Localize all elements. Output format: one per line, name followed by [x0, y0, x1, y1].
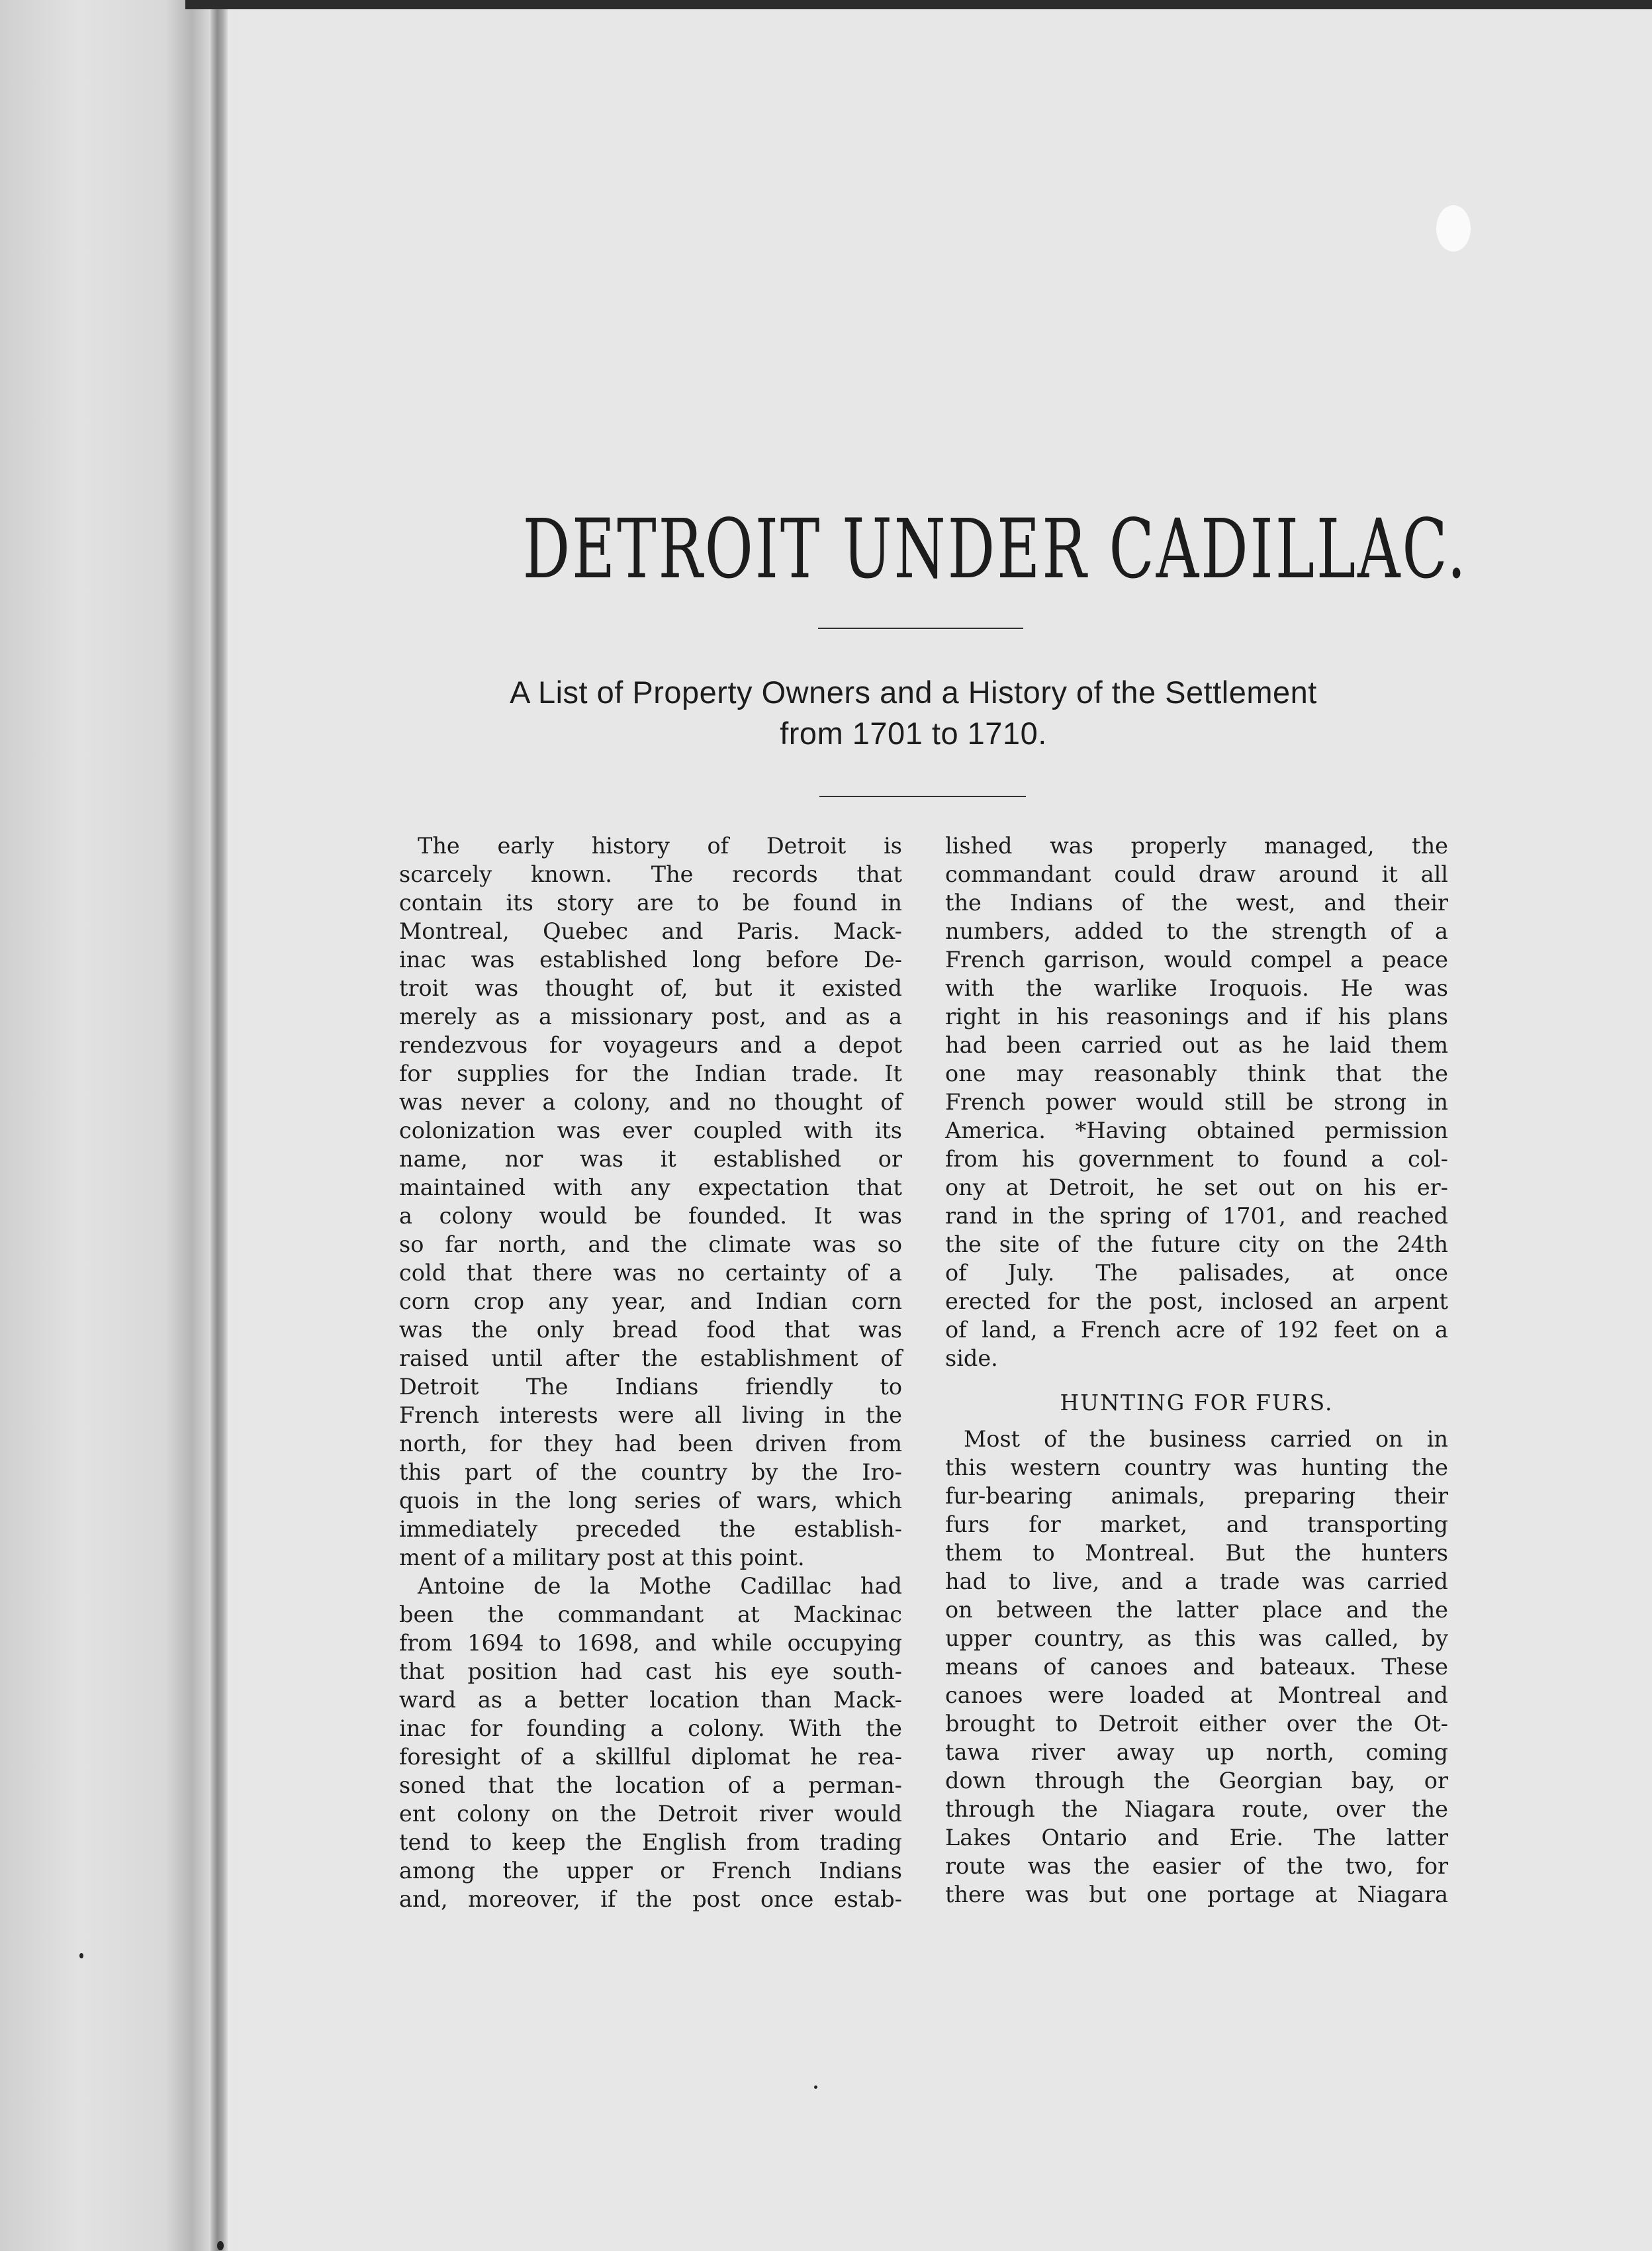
text-line: right in his reasonings and if his plans — [945, 1004, 1448, 1030]
text-line: commandant could draw around it all — [945, 861, 1448, 887]
subtitle-line-2: from 1701 to 1710. — [780, 716, 1047, 751]
text-line: contain its story are to be found in — [399, 890, 902, 916]
text-line: on between the latter place and the — [945, 1597, 1448, 1623]
text-line: from 1694 to 1698, and while occupying — [399, 1630, 902, 1656]
text-line: them to Montreal. But the hunters — [945, 1540, 1448, 1566]
text-line: lished was properly managed, the — [945, 833, 1448, 859]
text-line: the Indians of the west, and their — [945, 890, 1448, 916]
text-line: with the warlike Iroquois. He was — [945, 975, 1448, 1001]
text-line: colonization was ever coupled with its — [399, 1118, 902, 1143]
text-line: raised until after the establishment of — [399, 1345, 902, 1371]
text-line: merely as a missionary post, and as a — [399, 1004, 902, 1030]
left-paragraph-1 — [399, 832, 902, 1572]
text-line: means of canoes and bateaux. These — [945, 1654, 1448, 1680]
scan-speck — [814, 2085, 817, 2089]
text-line: that position had cast his eye south- — [399, 1658, 902, 1684]
text-line: cold that there was no certainty of a — [399, 1260, 902, 1286]
left-paragraph-2 — [399, 1572, 902, 1913]
text-line: inac for founding a colony. With the — [399, 1715, 902, 1741]
text-line: numbers, added to the strength of a — [945, 918, 1448, 944]
text-line: had to live, and a trade was carried — [945, 1568, 1448, 1594]
text-line: tend to keep the English from trading — [399, 1829, 902, 1855]
text-line: America. *Having obtained permission — [945, 1118, 1448, 1143]
text-line: tawa river away up north, coming — [945, 1739, 1448, 1765]
subtitle-divider — [819, 796, 1026, 797]
text-line: French power would still be strong in — [945, 1089, 1448, 1115]
text-line: ment of a military post at this point. — [399, 1545, 805, 1570]
text-line: French garrison, would compel a peace — [945, 947, 1448, 973]
text-line: rendezvous for voyageurs and a depot — [399, 1032, 902, 1058]
text-line: through the Niagara route, over the — [945, 1796, 1448, 1822]
right-column — [945, 832, 1448, 1909]
text-line: foresight of a skillful diplomat he rea- — [399, 1744, 902, 1770]
text-line: erected for the post, inclosed an arpent — [945, 1288, 1448, 1314]
text-line: north, for they had been driven from — [399, 1431, 902, 1457]
text-line: for supplies for the Indian trade. It — [399, 1061, 902, 1086]
text-line: The early history of Detroit is — [418, 833, 902, 859]
page-top-edge — [185, 0, 1652, 9]
text-line: was the only bread food that was — [399, 1317, 902, 1343]
scan-speck — [79, 1953, 83, 1958]
subtitle-line-1: A List of Property Owners and a History of the Settlement — [510, 675, 1317, 710]
text-line: ony at Detroit, he set out on his er- — [945, 1174, 1448, 1200]
text-line: so far north, and the climate was so — [399, 1231, 902, 1257]
text-line: Detroit The Indians friendly to — [399, 1374, 902, 1400]
text-line: and, moreover, if the post once estab- — [399, 1886, 902, 1912]
page-title: DETROIT UNDER CADILLAC. — [522, 502, 1468, 597]
page-subtitle — [371, 672, 1456, 754]
text-line: ent colony on the Detroit river would — [399, 1801, 902, 1827]
text-line: this western country was hunting the — [945, 1455, 1448, 1480]
text-line: ward as a better location than Mack- — [399, 1687, 902, 1713]
text-line: down through the Georgian bay, or — [945, 1768, 1448, 1794]
section-heading: HUNTING FOR FURS. — [1060, 1390, 1334, 1415]
text-line: Most of the business carried on in — [964, 1426, 1448, 1452]
text-line: Antoine de la Mothe Cadillac had — [418, 1573, 902, 1599]
scan-speck — [1436, 205, 1471, 252]
text-line: brought to Detroit either over the Ot- — [945, 1711, 1448, 1737]
text-line: corn crop any year, and Indian corn — [399, 1288, 902, 1314]
text-line: was never a colony, and no thought of — [399, 1089, 902, 1115]
text-line: quois in the long series of wars, which — [399, 1488, 902, 1513]
text-line: name, nor was it established or — [399, 1146, 902, 1172]
text-line: inac was established long before De- — [399, 947, 902, 973]
text-line: the site of the future city on the 24th — [945, 1231, 1448, 1257]
text-line: upper country, as this was called, by — [945, 1625, 1448, 1651]
right-paragraph-1 — [945, 832, 1448, 1372]
title-divider — [818, 628, 1023, 629]
text-line: been the commandant at Mackinac — [399, 1602, 902, 1627]
text-line: rand in the spring of 1701, and reached — [945, 1203, 1448, 1229]
text-line: of land, a French acre of 192 feet on a — [945, 1317, 1448, 1343]
text-line: furs for market, and transporting — [945, 1511, 1448, 1537]
text-line: scarcely known. The records that — [399, 861, 902, 887]
text-line: this part of the country by the Iro- — [399, 1459, 902, 1485]
text-line: Montreal, Quebec and Paris. Mack- — [399, 918, 902, 944]
text-line: had been carried out as he laid them — [945, 1032, 1448, 1058]
text-line: canoes were loaded at Montreal and — [945, 1682, 1448, 1708]
text-line: Lakes Ontario and Erie. The latter — [945, 1825, 1448, 1850]
text-line: route was the easier of the two, for — [945, 1853, 1448, 1879]
text-line: troit was thought of, but it existed — [399, 975, 902, 1001]
text-line: of July. The palisades, at once — [945, 1260, 1448, 1286]
text-line: there was but one portage at Niagara — [945, 1882, 1448, 1907]
left-column — [399, 832, 902, 1913]
scan-speck — [217, 2241, 224, 2250]
text-line: fur-bearing animals, preparing their — [945, 1483, 1448, 1509]
text-line: soned that the location of a perman- — [399, 1772, 902, 1798]
text-line: a colony would be founded. It was — [399, 1203, 902, 1229]
text-line: immediately preceded the establish- — [399, 1516, 902, 1542]
text-line: side. — [945, 1345, 998, 1371]
text-line: one may reasonably think that the — [945, 1061, 1448, 1086]
book-gutter — [0, 0, 238, 2251]
book-spine-shadow — [210, 0, 228, 2251]
text-line: among the upper or French Indians — [399, 1858, 902, 1884]
text-line: French interests were all living in the — [399, 1402, 902, 1428]
text-line: from his government to found a col- — [945, 1146, 1448, 1172]
right-paragraph-2 — [945, 1425, 1448, 1909]
text-line: maintained with any expectation that — [399, 1174, 902, 1200]
